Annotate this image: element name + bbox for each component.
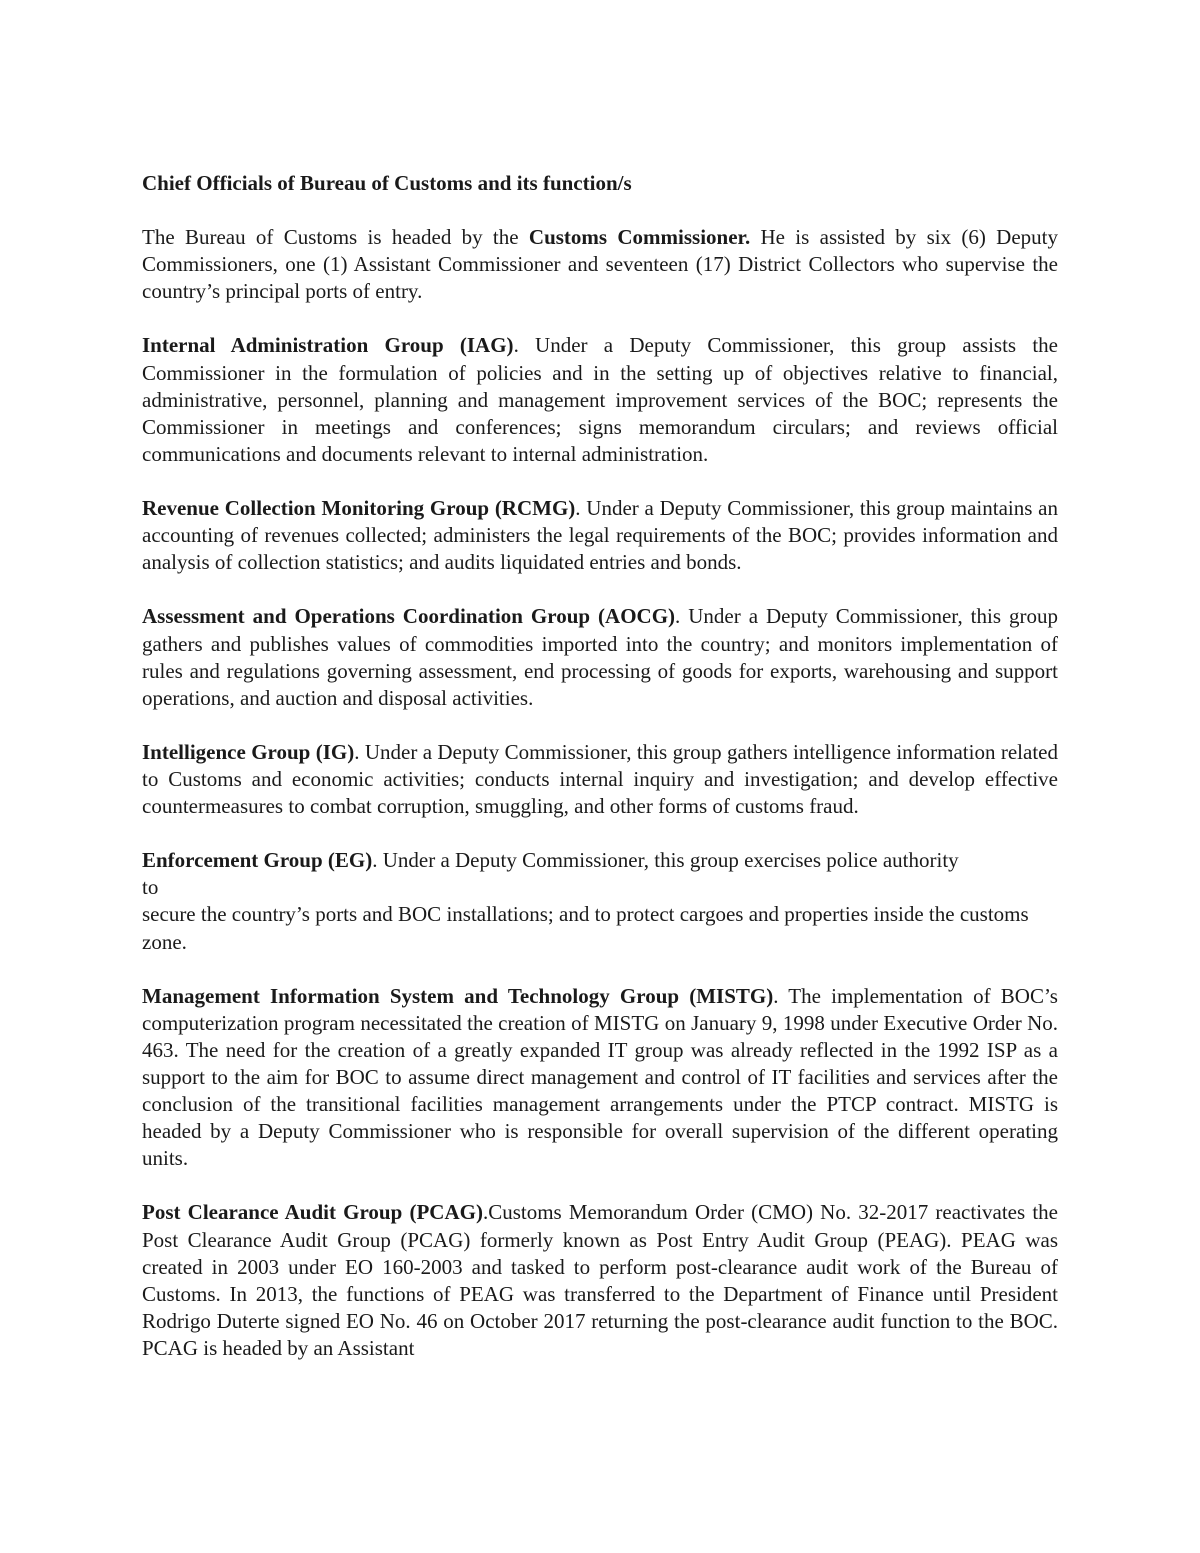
section-heading: Revenue Collection Monitoring Group (RCMG) — [142, 496, 576, 521]
intro-paragraph — [142, 224, 1058, 305]
section-body-line2: to — [142, 875, 159, 900]
intro-bold-text: Customs Commissioner. — [528, 225, 751, 250]
intro-text-after: He is assisted by six (6) Deputy Commissioners, one (1) Assistant Commissioner and seventeen (17) District Collectors who supervise the country’s principal ports of entry. — [142, 225, 1058, 304]
section-eg — [142, 847, 1058, 955]
section-body: .Customs Memorandum Order (CMO) No. 32-2017 reactivates the Post Clearance Audit Group (PCAG) formerly known as Post Entry Audit Group (PEAG). PEAG was created in 2003 under EO 160-2003 and tasked to perform post-clearance audit work of the Bureau of Customs. In 2013, the functions of PEAG was transferred to the Department of Finance until President Rodrigo Duterte signed EO No. 46 on October 2017 returning the post-clearance audit function to the BOC. PCAG is headed by an Assistant — [142, 1200, 1058, 1360]
section-body: . Under a Deputy Commissioner, this group maintains an accounting of revenues collected; administers the legal requirements of the BOC; provides information and analysis of collection statistics; and audits liquidated entries and bonds. — [142, 496, 1058, 575]
section-body: . Under a Deputy Commissioner, this group gathers and publishes values of commodities imported into the country; and monitors implementation of rules and regulations governing assessment, end processing of goods for exports, warehousing and support operations, and auction and disposal activities. — [142, 604, 1058, 710]
section-ig — [142, 739, 1058, 820]
section-heading: Intelligence Group (IG) — [142, 739, 355, 764]
section-iag — [142, 332, 1058, 467]
section-body: . Under a Deputy Commissioner, this group assists the Commissioner in the formulation of policies and in the setting up of objectives relative to financial, administrative, personnel, planning and management improvement services of the BOC; represents the Commissioner in meetings and conferences; signs memorandum circulars; and reviews official communications and documents relevant to internal administration. — [142, 333, 1058, 466]
section-body: . Under a Deputy Commissioner, this group gathers intelligence information related to Customs and economic activities; conducts internal inquiry and investigation; and develop effective countermeasures to combat corruption, smuggling, and other forms of customs fraud. — [142, 739, 1058, 819]
document-title: Chief Officials of Bureau of Customs and its function/s — [142, 171, 632, 195]
section-mistg — [142, 983, 1058, 1173]
section-heading: Assessment and Operations Coordination Group (AOCG) — [142, 604, 676, 629]
section-heading: Enforcement Group (EG) — [142, 848, 373, 873]
section-body-line3: secure the country’s ports and BOC installations; and to protect cargoes and properties inside the customs zone. — [142, 902, 1029, 954]
section-body: . The implementation of BOC’s computerization program necessitated the creation of MISTG on January 9, 1998 under Executive Order No. 463. The need for the creation of a greatly expanded IT group was already reflected in the 1992 ISP as a support to the aim for BOC to assume direct management and control of IT facilities and services after the conclusion of the transitional facilities management arrangements under the PTCP contract. MISTG is headed by a Deputy Commissioner who is responsible for overall supervision of the different operating units. — [142, 983, 1058, 1171]
intro-text-before: The Bureau of Customs is headed by the — [142, 225, 529, 250]
section-heading: Management Information System and Technology Group (MISTG) — [142, 983, 774, 1008]
document-page — [142, 170, 1058, 1362]
section-rcmg — [142, 495, 1058, 576]
section-heading: Post Clearance Audit Group (PCAG) — [142, 1200, 483, 1225]
section-heading: Internal Administration Group (IAG) — [142, 333, 514, 358]
section-body-line1: . Under a Deputy Commissioner, this group exercises police authority — [372, 848, 959, 873]
section-pcag — [142, 1199, 1058, 1362]
section-aocg — [142, 603, 1058, 711]
